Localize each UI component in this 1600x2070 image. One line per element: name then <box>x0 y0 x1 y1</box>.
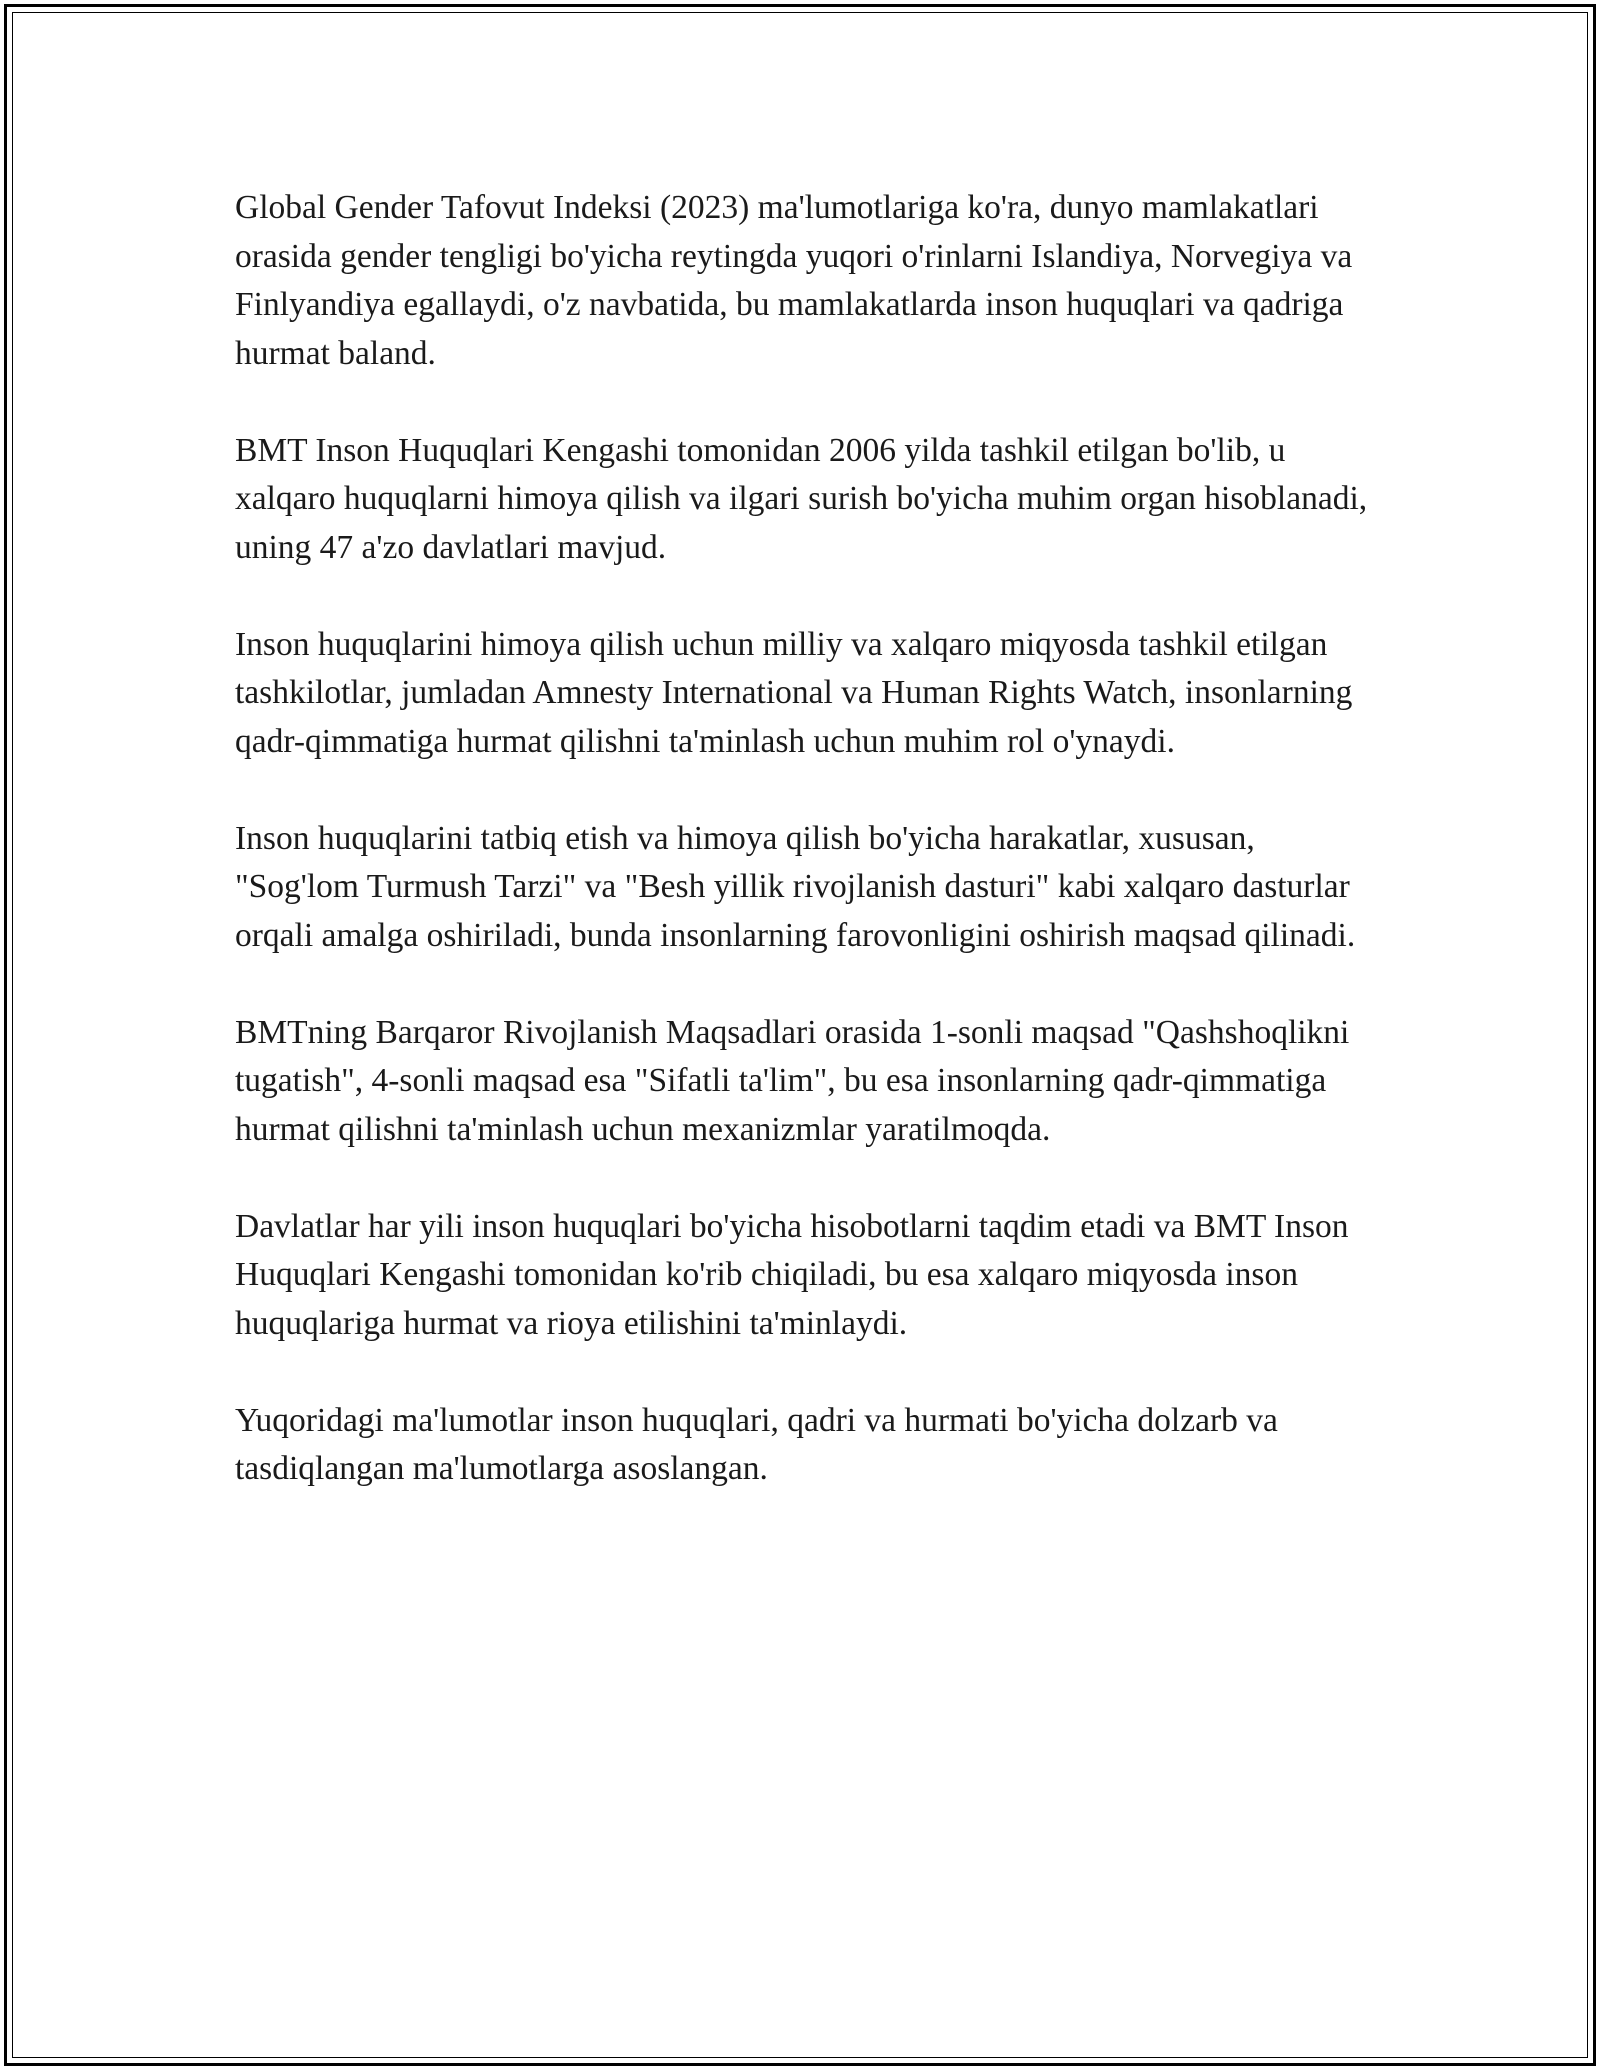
paragraph-state-reports: Davlatlar har yili inson huquqlari bo'yicha hisobotlarni taqdim etadi va BMT Inson Huquqlari Kengashi tomonidan ko'rib chiqiladi, bu esa xalqaro miqyosda inson huquqlariga hurmat va rioya etilishini ta'minlaydi. <box>235 1207 1349 1342</box>
document-body <box>235 184 1375 1494</box>
paragraph-sustainable-development-goals: BMTning Barqaror Rivojlanish Maqsadlari orasida 1-sonli maqsad "Qashshoqlikni tugatish", 4-sonli maqsad esa "Sifatli ta'lim", bu esa insonlarning qadr-qimmatiga hurmat qilishni ta'minlash uchun mexanizmlar yaratilmoqda. <box>235 1013 1350 1148</box>
paragraph-un-human-rights-council: BMT Inson Huquqlari Kengashi tomonidan 2006 yilda tashkil etilgan bo'lib, u xalqaro huquqlarni himoya qilish va ilgari surish bo'yicha muhim organ hisoblanadi, uning 47 a'zo davlatlari mavjud. <box>235 431 1368 566</box>
paragraph-gender-gap-index: Global Gender Tafovut Indeksi (2023) ma'lumotlariga ko'ra, dunyo mamlakatlari orasida gender tengligi bo'yicha reytingda yuqori o'rinlarni Islandiya, Norvegiya va Finlyandiya egallaydi, o'z navbatida, bu mamlakatlarda inson huquqlari va qadriga hurmat baland. <box>235 189 1353 372</box>
paragraph-international-programs: Inson huquqlarini tatbiq etish va himoya qilish bo'yicha harakatlar, xususan, "Sog'lom Turmush Tarzi" va "Besh yillik rivojlanish dasturi" kabi xalqaro dasturlar orqali amalga oshiriladi, bunda insonlarning farovonligini oshirish maqsad qilinadi. <box>235 819 1356 954</box>
paragraph-human-rights-organizations: Inson huquqlarini himoya qilish uchun milliy va xalqaro miqyosda tashkil etilgan tashkilotlar, jumladan Amnesty International va Human Rights Watch, insonlarning qadr-qimmatiga hurmat qilishni ta'minlash uchun muhim rol o'ynaydi. <box>235 625 1353 760</box>
paragraph-conclusion: Yuqoridagi ma'lumotlar inson huquqlari, qadri va hurmati bo'yicha dolzarb va tasdiqlangan ma'lumotlarga asoslangan. <box>235 1401 1278 1487</box>
